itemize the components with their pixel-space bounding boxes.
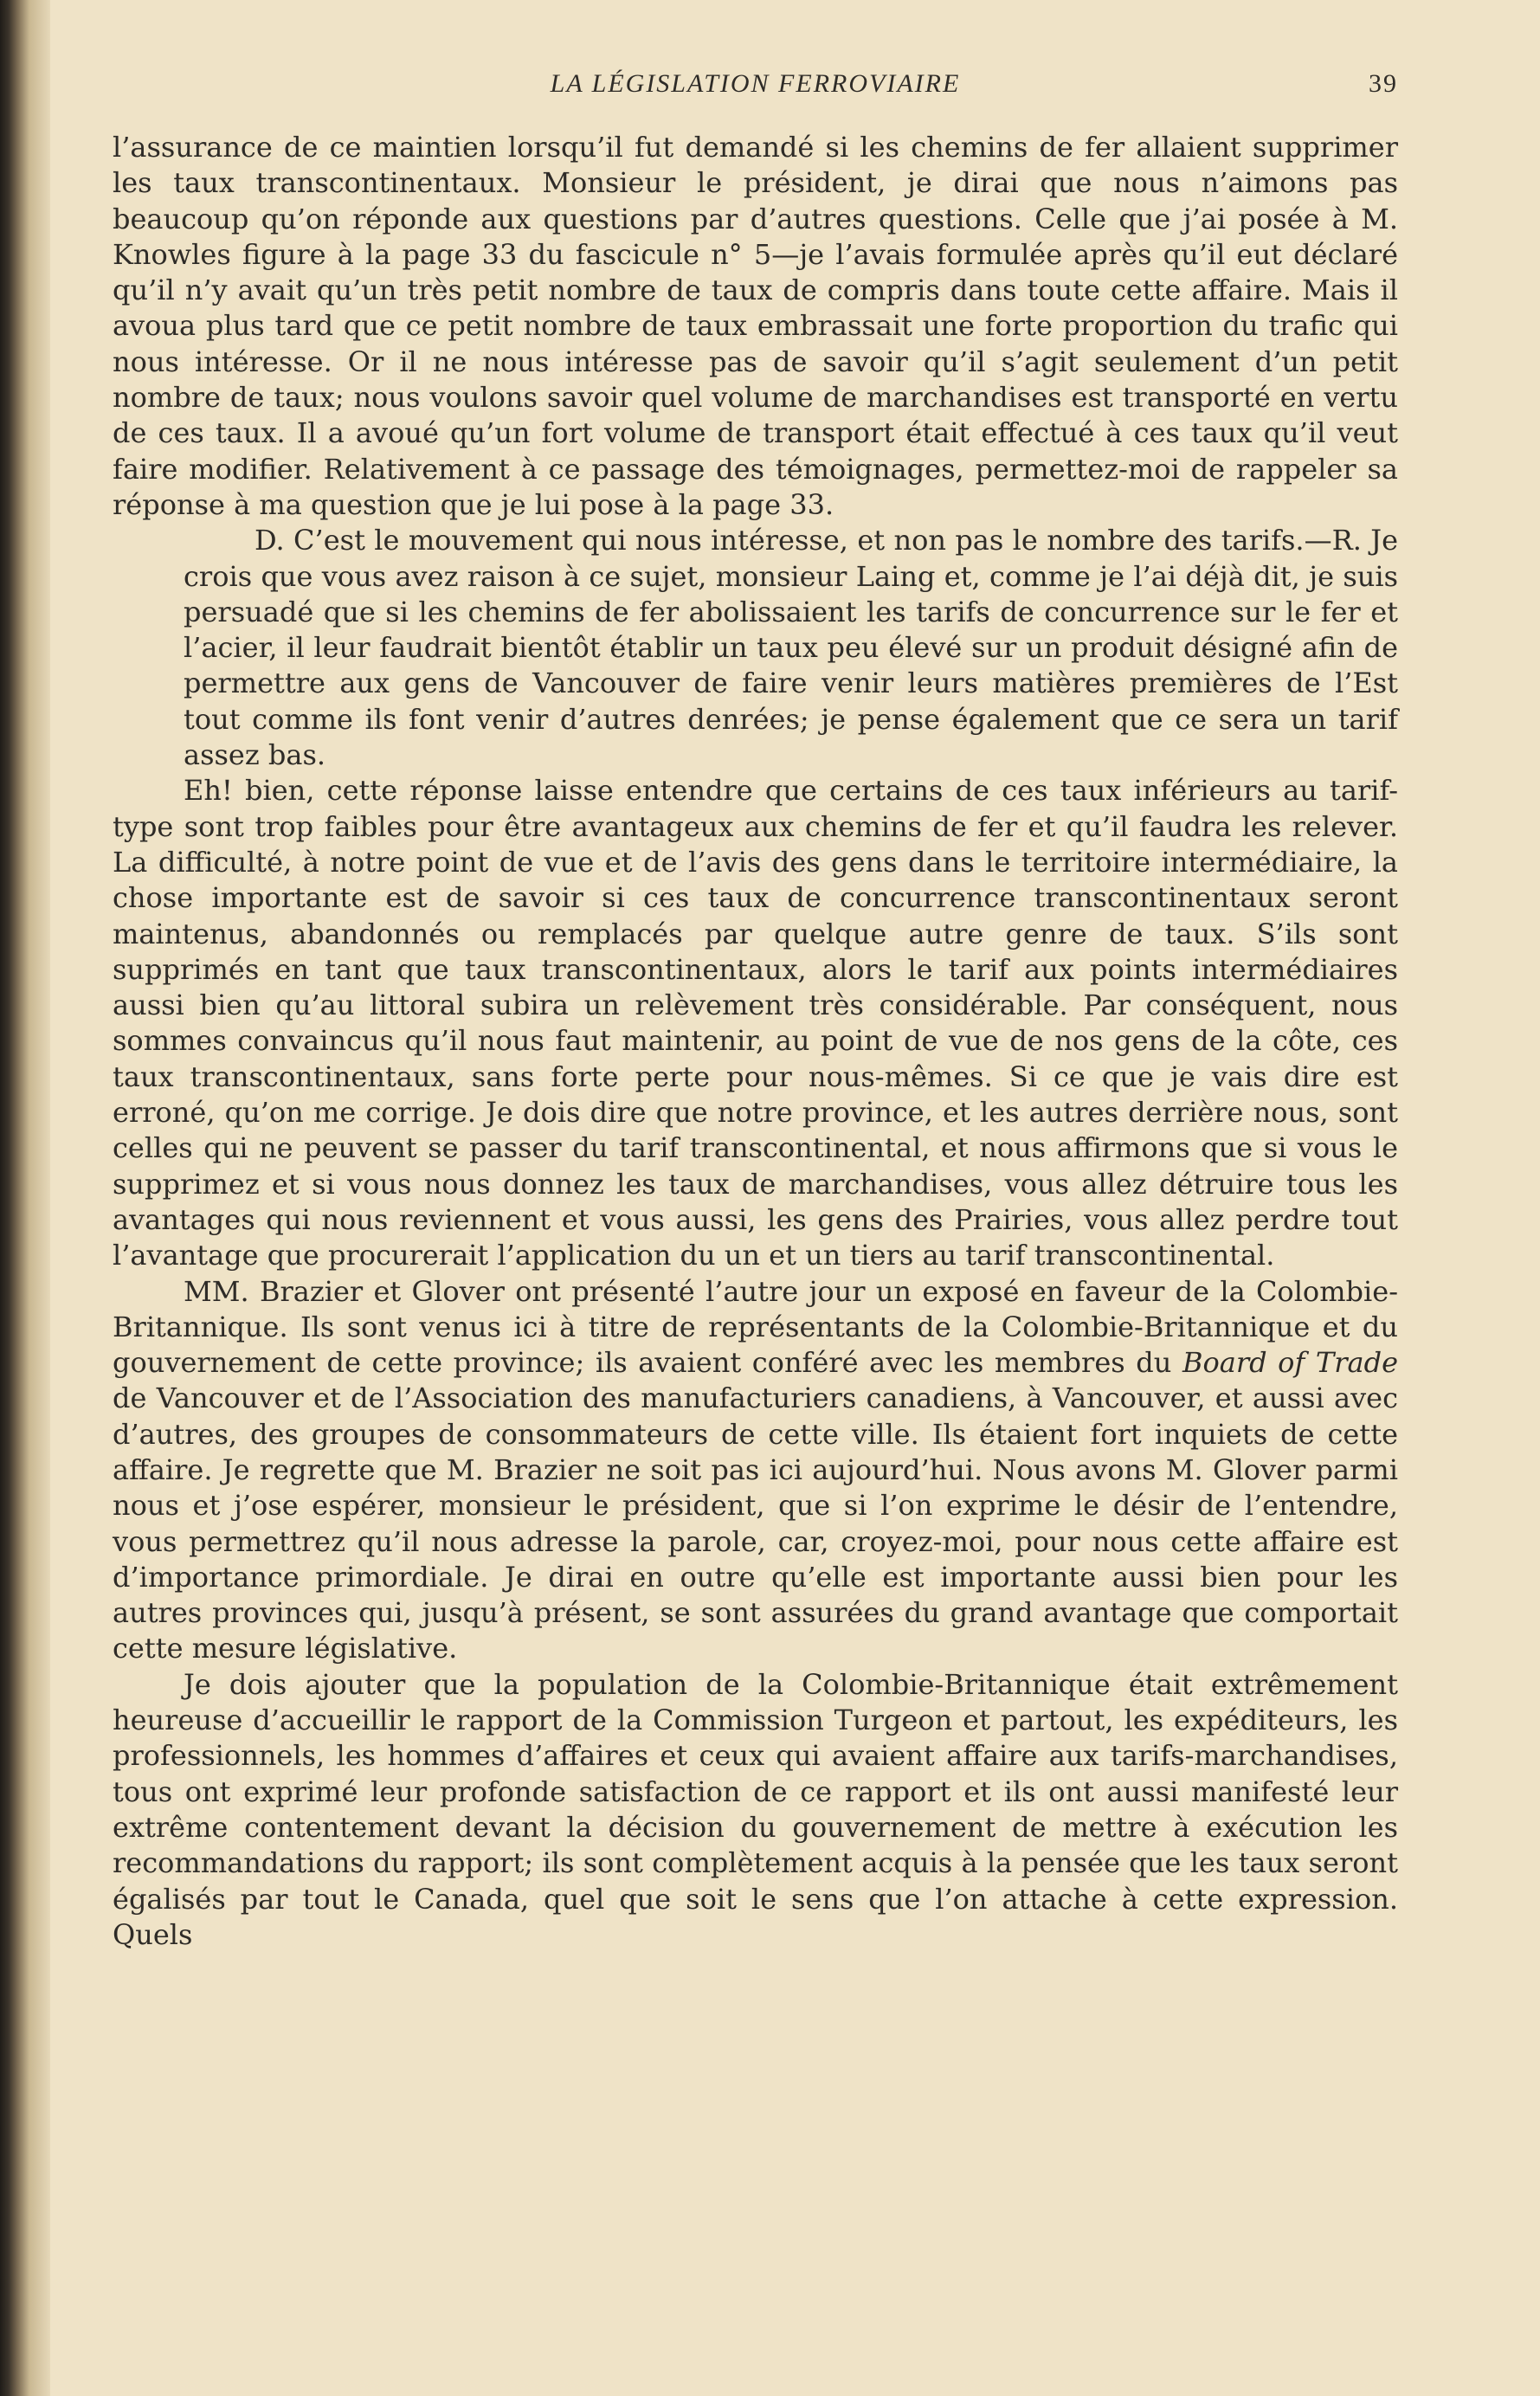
page-number: 39 (1369, 69, 1398, 98)
paragraph-3 (113, 1274, 1398, 1667)
book-spine-shadow (0, 0, 50, 2396)
paragraph-2: Eh! bien, cette réponse laisse entendre que certains de ces taux inférieurs au tarif-type sont trop faibles pour être avantageux aux chemins de fer et qu’il faudra les relever. La difficulté, à notre point de vue et de l’avis des gens dans le territoire intermédiaire, la chose importante est de savoir si ces taux de concurrence transcontinentaux seront maintenus, abandonnés ou remplacés par quelque autre genre de taux. S’ils sont supprimés en tant que taux transcontinentaux, alors le tarif aux points intermédiaires aussi bien qu’au littoral subira un relèvement très considérable. Par conséquent, nous sommes convaincus qu’il nous faut maintenir, au point de vue de nos gens de la côte, ces taux transcontinentaux, sans forte perte pour nous-mêmes. Si ce que je vais dire est erroné, qu’on me corrige. Je dois dire que notre province, et les autres derrière nous, sont celles qui ne peuvent se passer du tarif transcontinental, et nous affirmons que si vous le supprimez et si vous nous donnez les taux de marchandises, vous allez détruire tous les avantages qui nous reviennent et vous aussi, les gens des Prairies, vous allez perdre tout l’avantage que procurerait l’application du un et un tiers au tarif transcontinental. (113, 774, 1398, 1272)
board-of-trade-italic: Board of Trade (1182, 1346, 1399, 1380)
paragraph-3-part-a: MM. Brazier et Glover ont présenté l’autre jour un exposé en faveur de la Colombie-Britannique. Ils sont venus ici à titre de représentants de la Colombie-Britannique et du gouvernement de cette province; ils avaient conféré avec les membres du (113, 1274, 1398, 1380)
paragraph-3-part-b: de Vancouver et de l’Association des manufacturiers canadiens, à Vancouver, et aussi avec d’autres, des groupes de consommateurs de cette ville. Ils étaient fort inquiets de cette affaire. Je regrette que M. Brazier ne soit pas ici aujourd’hui. Nous avons M. Glover parmi nous et j’ose espérer, monsieur le président, que si l’on exprime le désir de l’entendre, vous permettrez qu’il nous adresse la parole, car, croyez-moi, pour nous cette affaire est d’importance primordiale. Je dirai en outre qu’elle est importante aussi bien pour les autres provinces qui, jusqu’à présent, se sont assurées du grand avantage que comportait cette mesure législative. (113, 1382, 1398, 1665)
running-head (113, 69, 1398, 118)
paragraph-1: l’assurance de ce maintien lorsqu’il fut demandé si les chemins de fer allaient supprimer les taux transcontinentaux. Monsieur le président, je dirai que nous n’aimons pas beaucoup qu’on réponde aux questions par d’autres questions. Celle que j’ai posée à M. Knowles figure à la page 33 du fascicule n° 5—je l’avais formulée après qu’il eut déclaré qu’il n’y avait qu’un très petit nombre de taux de compris dans toute cette affaire. Mais il avoua plus tard que ce petit nombre de taux embrassait une forte proportion du trafic qui nous intéresse. Or il ne nous intéresse pas de savoir qu’il s’agit seulement d’un petit nombre de taux; nous voulons savoir quel volume de marchandises est transporté en vertu de ces taux. Il a avoué qu’un fort volume de transport était effectué à ces taux qu’il veut faire modifier. Relativement à ce passage des témoignages, permettez-moi de rappeler sa réponse à ma question que je lui pose à la page 33. (113, 131, 1398, 521)
running-title: LA LÉGISLATION FERROVIAIRE (550, 69, 961, 98)
testimony-quote: D. C’est le mouvement qui nous intéresse, et non pas le nombre des tarifs.—R. Je crois que vous avez raison à ce sujet, monsieur Laing et, comme je l’ai déjà dit, je suis persuadé que si les chemins de fer abolissaient les tarifs de concurrence sur le fer et l’acier, il leur faudrait bientôt établir un taux peu élevé sur un produit désigné afin de permettre aux gens de Vancouver de faire venir leurs matières premières de l’Est tout comme ils font venir d’autres denrées; je pense également que ce sera un tarif assez bas. (184, 524, 1398, 772)
paragraph-4: Je dois ajouter que la population de la Colombie-Britannique était extrêmement heureuse d’accueillir le rapport de la Commission Turgeon et partout, les expéditeurs, les professionnels, les hommes d’affaires et ceux qui avaient affaire aux tarifs-marchandises, tous ont exprimé leur profonde satisfaction de ce rapport et ils ont aussi manifesté leur extrême contentement devant la décision du gouvernement de mettre à exécution les recommandations du rapport; ils sont complètement acquis à la pensée que les taux seront égalisés par tout le Canada, quel que soit le sens que l’on attache à cette expression. Quels (113, 1667, 1398, 1951)
page (113, 69, 1398, 1953)
page-body (113, 130, 1398, 1953)
